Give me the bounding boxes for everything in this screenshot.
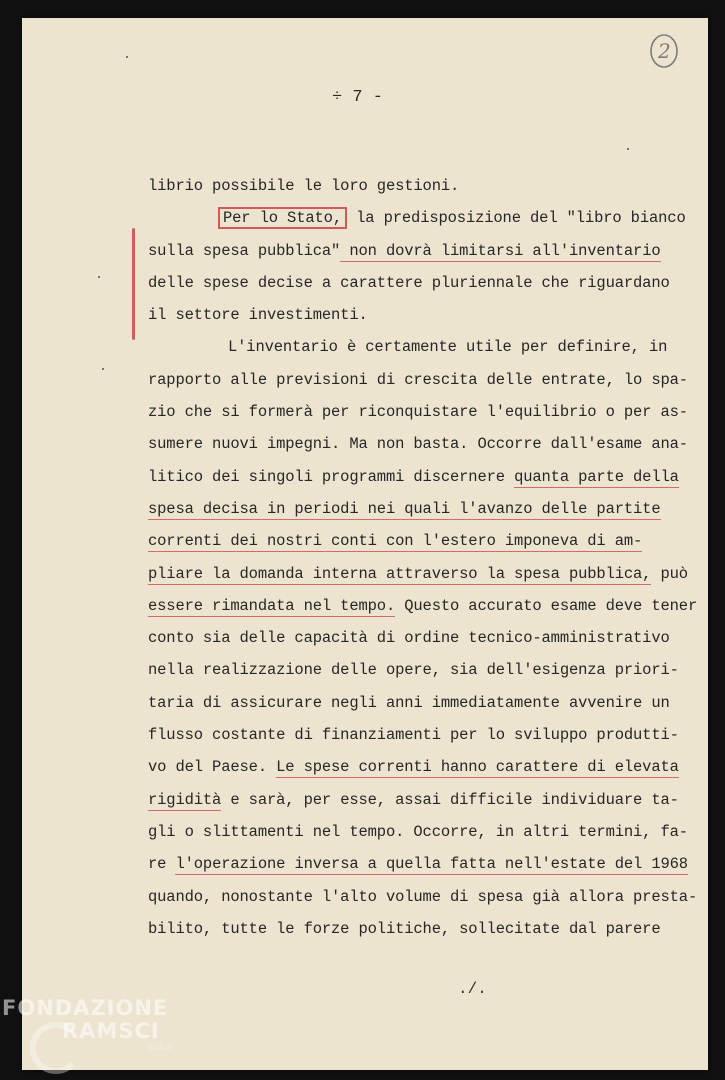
continuation-mark: ./. bbox=[458, 980, 487, 998]
text-line: gli o slittamenti nel tempo. Occorre, in altri termini, fa- bbox=[148, 822, 688, 841]
watermark-logo: FONDAZIONE RAMSCI onlus bbox=[2, 996, 173, 1053]
underlined-phrase: pliare la domanda interna attraverso la spesa pubblica, bbox=[148, 564, 652, 583]
text-line: L'inventario è certamente utile per definire, in bbox=[228, 338, 668, 357]
underlined-phrase: l'operazione inversa a quella fatta nell'estate del 1968 bbox=[175, 855, 688, 874]
svg-text:2: 2 bbox=[658, 39, 671, 63]
underlined-phrase: Le spese correnti hanno carattere di elevata bbox=[276, 758, 679, 777]
page-circle-mark bbox=[648, 32, 680, 70]
text-line: delle spese decise a carattere pluriennale che riguardano bbox=[148, 273, 670, 292]
text-line: vo del Paese. Le spese correnti hanno carattere di elevata bbox=[148, 758, 679, 777]
paper-speck bbox=[102, 368, 104, 370]
text-line bbox=[148, 493, 661, 525]
underlined-phrase: essere rimandata nel tempo. bbox=[148, 596, 396, 615]
margin-highlight-bar bbox=[132, 228, 135, 340]
text-line: rigidità e sarà, per esse, assai difficile individuare ta- bbox=[148, 790, 679, 809]
text-line: taria di assicurare negli anni immediatamente avvenire un bbox=[148, 693, 670, 712]
text-line: pliare la domanda interna attraverso la spesa pubblica, può bbox=[148, 564, 688, 583]
underlined-phrase: quanta parte della bbox=[514, 467, 679, 486]
paper-speck bbox=[126, 56, 128, 58]
paper-speck bbox=[627, 148, 629, 150]
page-number: ÷ 7 - bbox=[332, 88, 384, 107]
text-line: litico dei singoli programmi discernere quanta parte della bbox=[148, 467, 679, 486]
underlined-phrase: non dovrà limitarsi all'inventario bbox=[340, 241, 661, 260]
text-line: essere rimandata nel tempo. Questo accurato esame deve tener bbox=[148, 596, 698, 615]
text-line: re l'operazione inversa a quella fatta nell'estate del 1968 bbox=[148, 855, 688, 874]
text-line: quando, nonostante l'alto volume di spesa già allora presta- bbox=[148, 887, 698, 906]
underlined-phrase: correnti dei nostri conti con l'estero imponeva di am- bbox=[148, 532, 643, 551]
typewritten-body bbox=[148, 170, 698, 945]
document-page bbox=[22, 18, 708, 1070]
text-line: sumere nuovi impegni. Ma non basta. Occorre dall'esame ana- bbox=[148, 435, 688, 454]
text-line: rapporto alle previsioni di crescita delle entrate, lo spa- bbox=[148, 370, 688, 389]
underlined-phrase: rigidità bbox=[148, 790, 222, 809]
text-line: nella realizzazione delle opere, sia dell'esigenza priori- bbox=[148, 661, 679, 680]
text-line: bilito, tutte le forze politiche, sollecitate dal parere bbox=[148, 919, 661, 938]
boxed-phrase: Per lo Stato, bbox=[218, 207, 347, 229]
text-line: Per lo Stato, la predisposizione del "libro bianco bbox=[148, 202, 658, 234]
text-line: flusso costante di finanziamenti per lo sviluppo produtti- bbox=[148, 726, 679, 745]
text-line bbox=[148, 525, 658, 557]
text-line: conto sia delle capacità di ordine tecnico-amministrativo bbox=[148, 629, 670, 648]
text-line: sulla spesa pubblica" non dovrà limitarsi all'inventario bbox=[148, 241, 661, 260]
underlined-phrase: spesa decisa in periodi nei quali l'avanzo delle partite bbox=[148, 499, 661, 518]
text-line: il settore investimenti. bbox=[148, 306, 368, 325]
paper-speck bbox=[98, 276, 100, 278]
text-line: librio possibile le loro gestioni. bbox=[148, 177, 460, 195]
text-line: zio che si formerà per riconquistare l'equilibrio o per as- bbox=[148, 403, 688, 422]
